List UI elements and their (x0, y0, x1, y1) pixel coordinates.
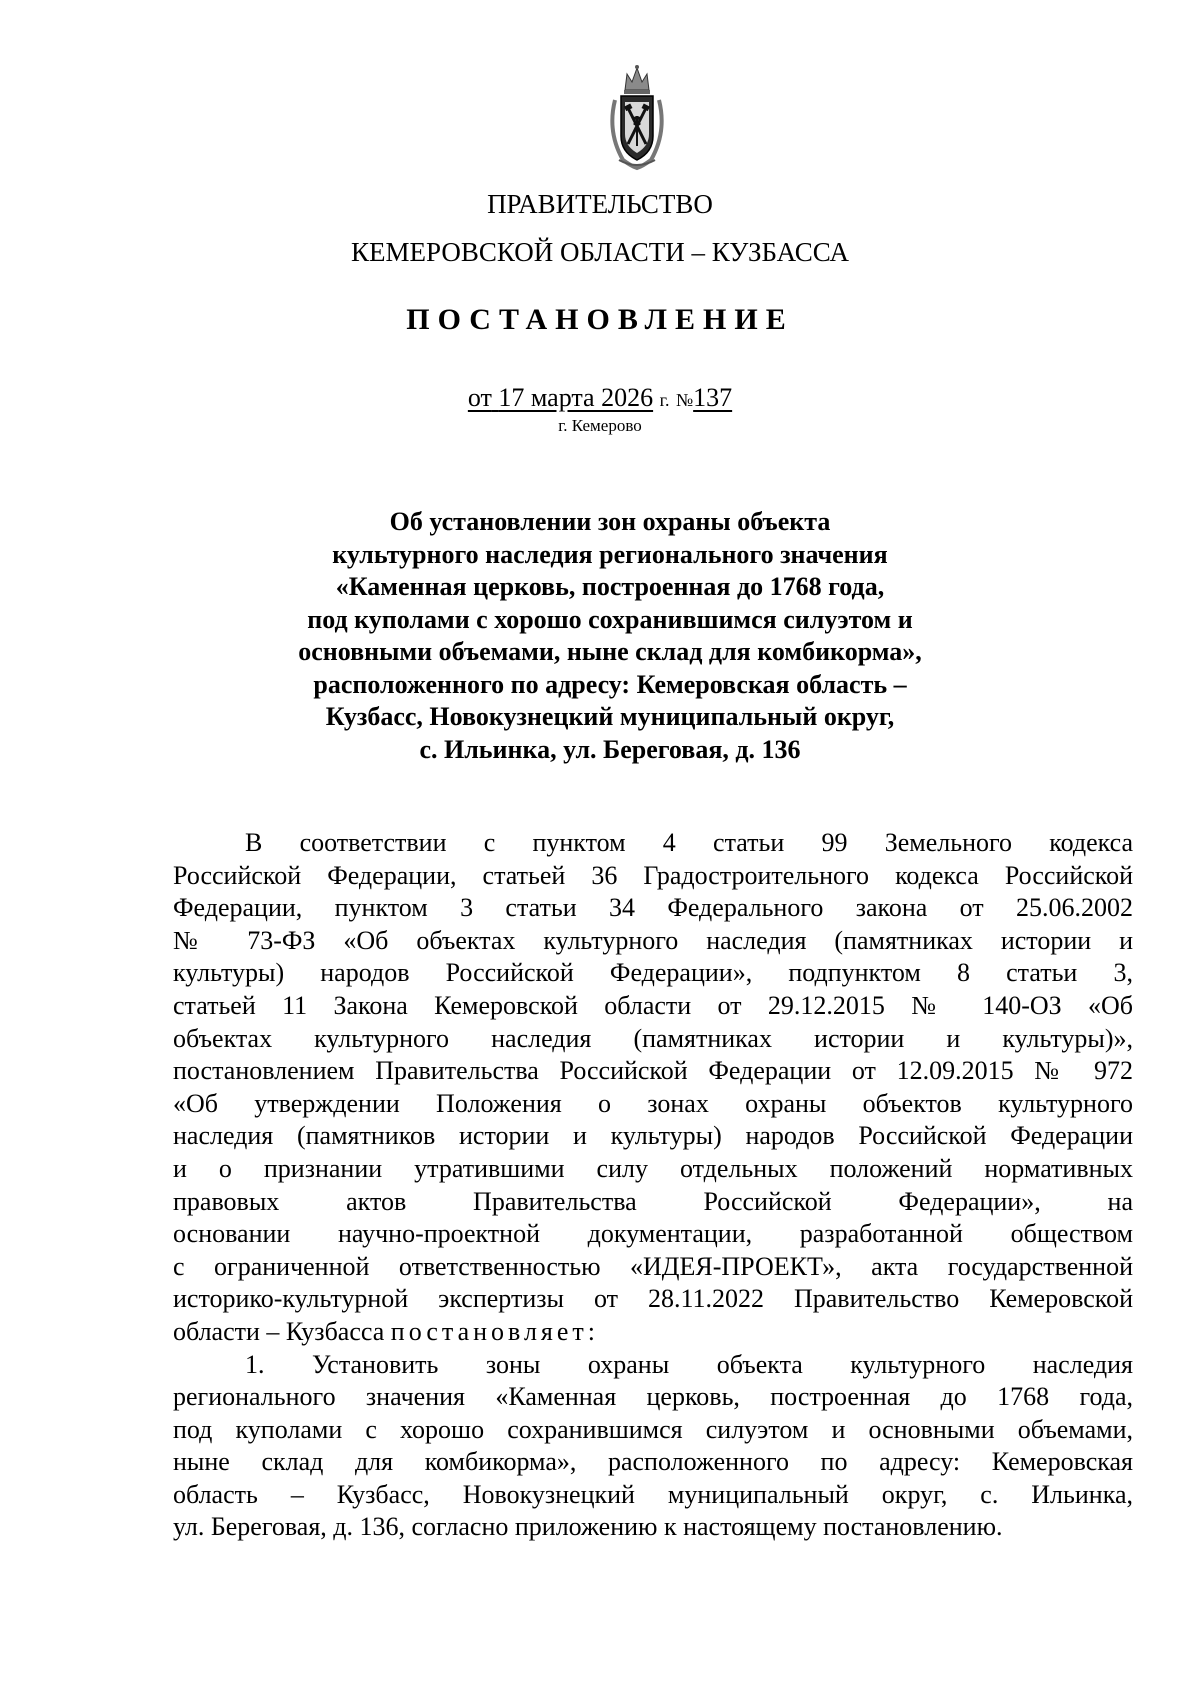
government-name-line-1: ПРАВИТЕЛЬСТВО (487, 189, 713, 219)
preamble-line: Федерации, пунктом 3 статьи 34 Федерального закона от 25.06.2002 (173, 893, 1133, 923)
year-suffix: г. (659, 390, 670, 410)
preamble-line: историко-культурной экспертизы от 28.11.2022 Правительство Кемеровской (173, 1284, 1133, 1314)
document-number: 137 (693, 383, 733, 412)
preamble-line: статьей 11 Закона Кемеровской области от 29.12.2015 № 140-ОЗ «Об (173, 990, 1133, 1020)
preamble-line: и о признании утратившими силу отдельных положений нормативных (173, 1153, 1133, 1183)
item-1-line: ул. Береговая, д. 136, согласно приложению к настоящему постановлению. (173, 1512, 1003, 1542)
preamble-final-line (173, 1316, 1133, 1349)
date-prefix: от (467, 383, 492, 412)
date-number-line (0, 383, 1200, 413)
kuzbass-coat-of-arms-icon (605, 60, 669, 172)
document-title (190, 506, 1030, 766)
preamble-line: культуры) народов Российской Федерации», подпунктом 8 статьи 3, (173, 958, 1133, 988)
preamble-line: основании научно-проектной документации, разработанной обществом (173, 1219, 1133, 1249)
item-1-line: область – Кузбасс, Новокузнецкий муниципальный округ, с. Ильинка, (173, 1479, 1133, 1509)
resolves-word: постановляет: (390, 1316, 600, 1346)
preamble-line: В соответствии с пунктом 4 статьи 99 Земельного кодекса (245, 828, 1133, 857)
item-1-line: ныне склад для комбикорма», расположенного по адресу: Кемеровская (173, 1447, 1133, 1477)
preamble-line: с ограниченной ответственностью «ИДЕЯ-ПРОЕКТ», акта государственной (173, 1251, 1133, 1281)
title-line: расположенного по адресу: Кемеровская область – (313, 669, 907, 699)
title-line: под куполами с хорошо сохранившимся силуэтом и (307, 604, 913, 634)
preamble-line: № 73-ФЗ «Об объектах культурного наследия (памятниках истории и (173, 925, 1133, 955)
title-line: «Каменная церковь, построенная до 1768 года, (335, 572, 885, 601)
preamble-final-prefix: области – Кузбасса (173, 1316, 385, 1346)
preamble-line: постановлением Правительства Российской Федерации от 12.09.2015 № 972 (173, 1056, 1133, 1086)
title-line: основными объемами, ныне склад для комбикорма», (298, 637, 922, 666)
preamble-line: правовых актов Правительства Российской Федерации», на (173, 1186, 1133, 1216)
title-line: Кузбасс, Новокузнецкий муниципальный округ, (325, 702, 895, 731)
item-1-line: регионального значения «Каменная церковь, построенная до 1768 года, (173, 1382, 1133, 1412)
item-1-line: 1. Установить зоны охраны объекта культурного наследия (245, 1349, 1133, 1379)
item-1-line: под куполами с хорошо сохранившимся силуэтом и основными объемами, (173, 1414, 1133, 1444)
document-date: 17 марта 2026 (498, 383, 654, 412)
preamble-line: «Об утверждении Положения о зонах охраны объектов культурного (173, 1088, 1133, 1118)
government-name-line-2: КЕМЕРОВСКОЙ ОБЛАСТИ – КУЗБАССА (351, 237, 849, 267)
title-line: Об установлении зон охраны объекта (389, 507, 831, 536)
document-body (173, 827, 1133, 1544)
issuing-city: г. Кемерово (558, 416, 642, 435)
title-line: культурного наследия регионального значения (332, 539, 888, 569)
preamble-line: наследия (памятников истории и культуры) народов Российской Федерации (173, 1121, 1133, 1151)
preamble-line: Российской Федерации, статьей 36 Градостроительного кодекса Российской (173, 860, 1133, 890)
preamble-line: объектах культурного наследия (памятниках истории и культуры)», (173, 1023, 1133, 1053)
number-sign: № (675, 390, 694, 410)
title-line: с. Ильинка, ул. Береговая, д. 136 (419, 734, 801, 764)
document-type-heading: ПОСТАНОВЛЕНИЕ (406, 303, 794, 336)
